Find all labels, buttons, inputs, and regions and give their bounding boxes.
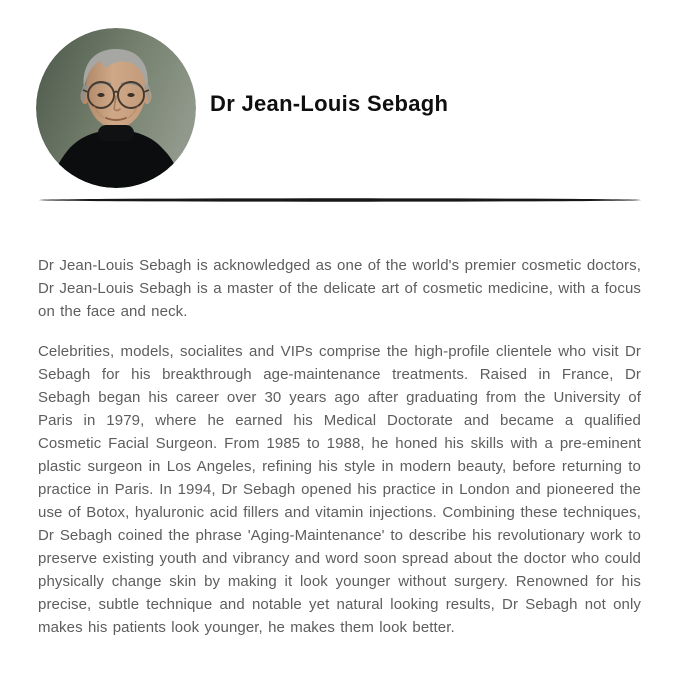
bio-text — [38, 254, 641, 639]
portrait-photo-icon — [36, 28, 196, 188]
header — [36, 28, 448, 188]
bio-paragraph-2: Celebrities, models, socialites and VIPs comprise the high-profile clientele who visit Dr Sebagh for his breakthrough age-maintenance treatments. Raised in France, Dr Sebagh began his career over 30 years ago after graduating from the University of Paris in 1979, where he earned his Medical Doctorate and became a qualified Cosmetic Facial Surgeon. From 1985 to 1988, he honed his skills with a pre-eminent plastic surgeon in Los Angeles, refining his style in modern beauty, before returning to practice in Paris. In 1994, Dr Sebagh opened his practice in London and pioneered the use of Botox, hyaluronic acid fillers and vitamin injections. Combining these techniques, Dr Sebagh coined the phrase 'Aging-Maintenance' to describe his revolutionary work to preserve existing youth and vibrancy and word soon spread about the doctor who could physically change skin by making it look younger without surgery. Renowned for his precise, subtle technique and notable yet natural looking results, Dr Sebagh not only makes his patients look younger, he makes them look better. — [38, 343, 641, 636]
tapered-divider — [0, 197, 679, 203]
divider-line — [37, 197, 643, 203]
bio-paragraph-1: Dr Jean-Louis Sebagh is acknowledged as one of the world's premier cosmetic doctors, Dr Jean-Louis Sebagh is a master of the delicate art of cosmetic medicine, with a focus on the face and neck. — [38, 257, 641, 320]
avatar — [36, 28, 196, 188]
page-title: Dr Jean-Louis Sebagh — [210, 91, 449, 116]
